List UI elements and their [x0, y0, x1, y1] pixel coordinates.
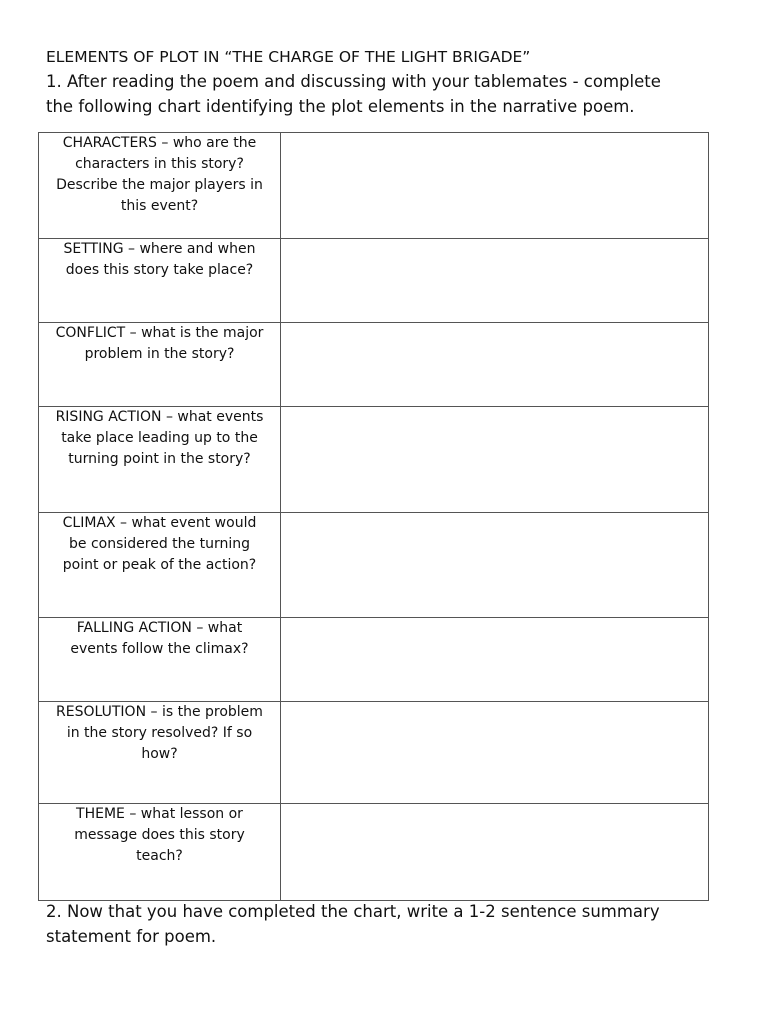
answer-cell-theme[interactable]	[281, 804, 709, 901]
prompt-line: point or peak of the action?	[62, 557, 257, 573]
table-row-rising-action	[39, 407, 709, 513]
answer-cell-setting[interactable]	[281, 239, 709, 323]
answer-cell-rising-action[interactable]	[281, 407, 709, 513]
table-row-conflict	[39, 323, 709, 407]
prompt-line: turning point in the story?	[68, 451, 251, 467]
prompt-line: THEME – what lesson or	[76, 806, 243, 822]
table-row-characters	[39, 133, 709, 239]
prompt-line: SETTING – where and when	[63, 241, 256, 257]
question-2-line-2: statement for poem.	[46, 927, 217, 946]
prompt-line: CONFLICT – what is the major	[55, 325, 264, 341]
prompt-conflict	[39, 323, 281, 407]
prompt-line: Describe the major players in	[56, 177, 263, 193]
answer-cell-characters[interactable]	[281, 133, 709, 239]
answer-cell-climax[interactable]	[281, 513, 709, 618]
prompt-theme	[39, 804, 281, 901]
answer-cell-resolution[interactable]	[281, 702, 709, 804]
prompt-rising-action	[39, 407, 281, 513]
question-1-instructions	[46, 69, 736, 119]
prompt-falling-action	[39, 618, 281, 702]
table-row-falling-action	[39, 618, 709, 702]
worksheet-title: ELEMENTS OF PLOT IN “THE CHARGE OF THE LIGHT BRIGADE”	[46, 48, 531, 66]
prompt-climax	[39, 513, 281, 618]
prompt-line: CHARACTERS – who are the	[62, 135, 257, 151]
prompt-setting	[39, 239, 281, 323]
prompt-line: take place leading up to the	[61, 430, 258, 446]
prompt-line: problem in the story?	[84, 346, 235, 362]
question-1-line-1: 1. After reading the poem and discussing with your tablemates - complete	[46, 72, 661, 91]
prompt-line: teach?	[136, 848, 183, 864]
prompt-line: CLIMAX – what event would	[62, 515, 257, 531]
prompt-line: RESOLUTION – is the problem	[56, 704, 263, 720]
prompt-line: this event?	[120, 198, 199, 214]
prompt-line: events follow the climax?	[70, 641, 249, 657]
prompt-characters	[39, 133, 281, 239]
prompt-line: FALLING ACTION – what	[76, 620, 243, 636]
prompt-line: be considered the turning	[69, 536, 250, 552]
answer-cell-falling-action[interactable]	[281, 618, 709, 702]
prompt-line: characters in this story?	[75, 156, 244, 172]
table-row-climax	[39, 513, 709, 618]
question-2-instructions	[46, 899, 736, 949]
prompt-line: RISING ACTION – what events	[55, 409, 264, 425]
question-2-line-1: 2. Now that you have completed the chart, write a 1-2 sentence summary	[46, 902, 660, 921]
prompt-line: message does this story	[74, 827, 245, 843]
plot-elements-chart	[38, 132, 709, 901]
prompt-line: in the story resolved? If so	[66, 725, 253, 741]
prompt-line: how?	[141, 746, 178, 762]
prompt-resolution	[39, 702, 281, 804]
table-row-theme	[39, 804, 709, 901]
table-row-setting	[39, 239, 709, 323]
answer-cell-conflict[interactable]	[281, 323, 709, 407]
table-row-resolution	[39, 702, 709, 804]
question-1-line-2: the following chart identifying the plot elements in the narrative poem.	[46, 97, 635, 116]
prompt-line: does this story take place?	[65, 262, 254, 278]
